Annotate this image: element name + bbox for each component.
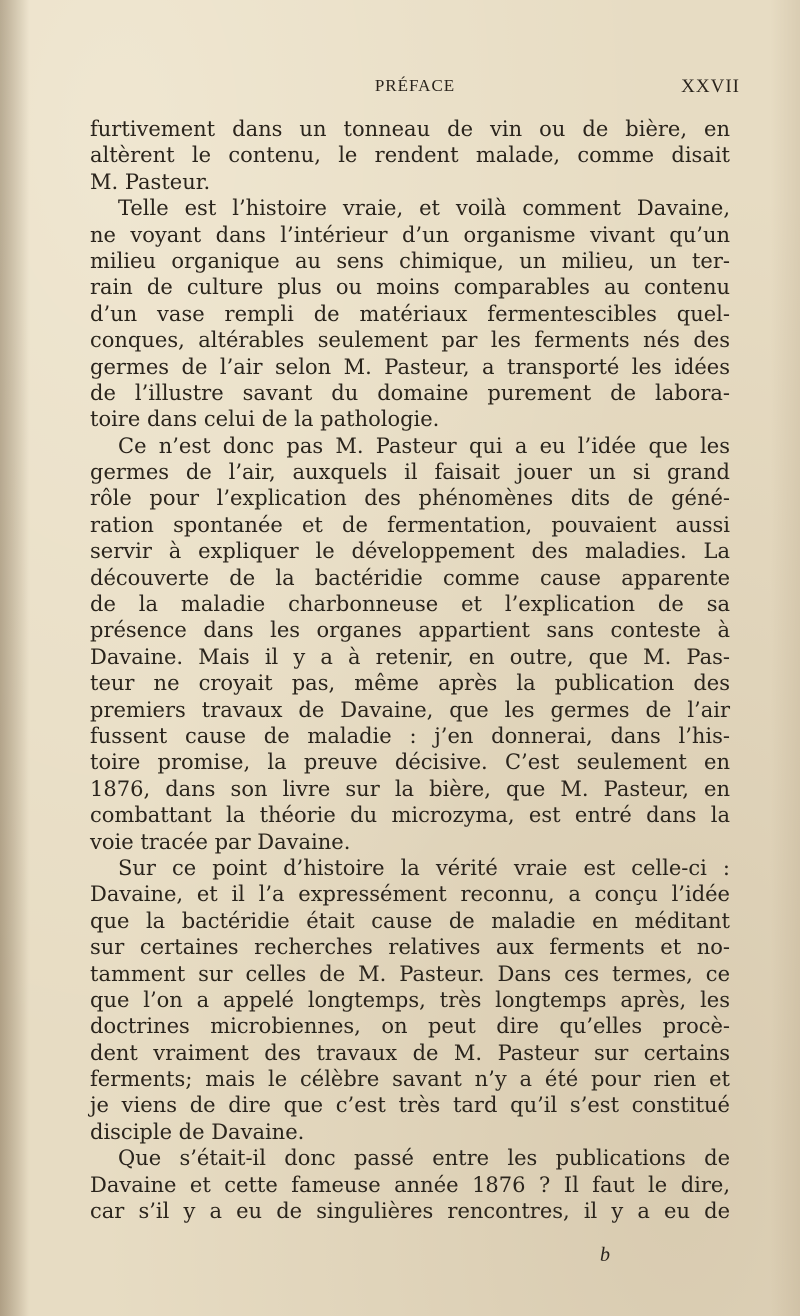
- text-line: furtivement dans un tonneau de vin ou de bière, en: [90, 117, 730, 141]
- text-line: Telle est l’histoire vraie, et voilà comment Davaine,: [118, 196, 730, 221]
- signature-mark: b: [600, 1244, 610, 1266]
- text-line: M. Pasteur.: [90, 169, 211, 194]
- text-line: fussent cause de maladie : j’en donnerai, dans l’his-: [90, 723, 730, 748]
- text-line: sur certaines recherches relatives aux ferments et no-: [90, 935, 730, 960]
- page-edge-shadow: [0, 0, 30, 1316]
- text-line: découverte de la bactéridie comme cause apparente: [90, 565, 730, 590]
- text-line: Davaine. Mais il y a à retenir, en outre, que M. Pas-: [90, 644, 730, 669]
- text-line: conques, altérables seulement par les ferments nés des: [90, 328, 730, 353]
- text-line: toire promise, la preuve décisive. C’est seulement en: [90, 750, 730, 775]
- text-line: de l’illustre savant du domaine purement de labora-: [90, 380, 730, 405]
- text-line: je viens de dire que c’est très tard qu’il s’est constitué: [90, 1093, 730, 1118]
- text-line: Que s’était-il donc passé entre les publications de: [118, 1146, 730, 1171]
- text-line: servir à expliquer le développement des maladies. La: [90, 539, 730, 564]
- text-line: toire dans celui de la pathologie.: [90, 407, 440, 432]
- text-line: rôle pour l’explication des phénomènes dits de géné-: [90, 486, 730, 511]
- text-line: combattant la théorie du microzyma, est entré dans la: [90, 803, 730, 828]
- text-line: rain de culture plus ou moins comparables au contenu: [90, 275, 730, 300]
- text-line: d’un vase rempli de matériaux fermentescibles quel-: [90, 301, 730, 326]
- text-line: germes de l’air, auxquels il faisait jouer un si grand: [90, 460, 730, 485]
- text-line: Davaine et cette fameuse année 1876 ? Il faut le dire,: [90, 1172, 730, 1197]
- text-line: teur ne croyait pas, même après la publication des: [90, 671, 730, 696]
- text-line: altèrent le contenu, le rendent malade, comme disait: [90, 143, 730, 168]
- page-header: [90, 72, 740, 102]
- text-line: premiers travaux de Davaine, que les germes de l’air: [90, 697, 730, 722]
- running-title: PRÉFACE: [374, 76, 456, 95]
- text-line: Davaine, et il l’a expressément reconnu, a conçu l’idée: [90, 882, 730, 907]
- text-line: doctrines microbiennes, on peut dire qu’elles procè-: [90, 1014, 730, 1039]
- text-line: 1876, dans son livre sur la bière, que M. Pasteur, en: [90, 776, 730, 801]
- text-line: dent vraiment des travaux de M. Pasteur sur certains: [90, 1040, 730, 1065]
- text-line: ne voyant dans l’intérieur d’un organisme vivant qu’un: [90, 222, 730, 247]
- text-line: que l’on a appelé longtemps, très longtemps après, les: [90, 987, 730, 1012]
- text-line: ration spontanée et de fermentation, pouvaient aussi: [90, 512, 730, 537]
- text-line: Sur ce point d’histoire la vérité vraie est celle-ci :: [118, 855, 730, 880]
- body-text: [90, 116, 730, 1224]
- text-line: Ce n’est donc pas M. Pasteur qui a eu l’idée que les: [118, 433, 730, 458]
- text-line: germes de l’air selon M. Pasteur, a transporté les idées: [90, 354, 730, 379]
- text-line: de la maladie charbonneuse et l’explication de sa: [90, 592, 730, 617]
- text-line: que la bactéridie était cause de maladie en méditant: [90, 908, 730, 933]
- text-line: car s’il y a eu de singulières rencontres, il y a eu de: [90, 1199, 730, 1224]
- text-line: disciple de Davaine.: [90, 1119, 305, 1144]
- text-line: tamment sur celles de M. Pasteur. Dans ces termes, ce: [90, 961, 730, 986]
- text-line: milieu organique au sens chimique, un milieu, un ter-: [90, 248, 730, 273]
- text-line: présence dans les organes appartient sans conteste à: [90, 618, 730, 643]
- text-line: ferments; mais le célèbre savant n’y a été pour rien et: [90, 1067, 730, 1092]
- text-line: voie tracée par Davaine.: [90, 829, 351, 854]
- page-number: XXVII: [681, 76, 740, 97]
